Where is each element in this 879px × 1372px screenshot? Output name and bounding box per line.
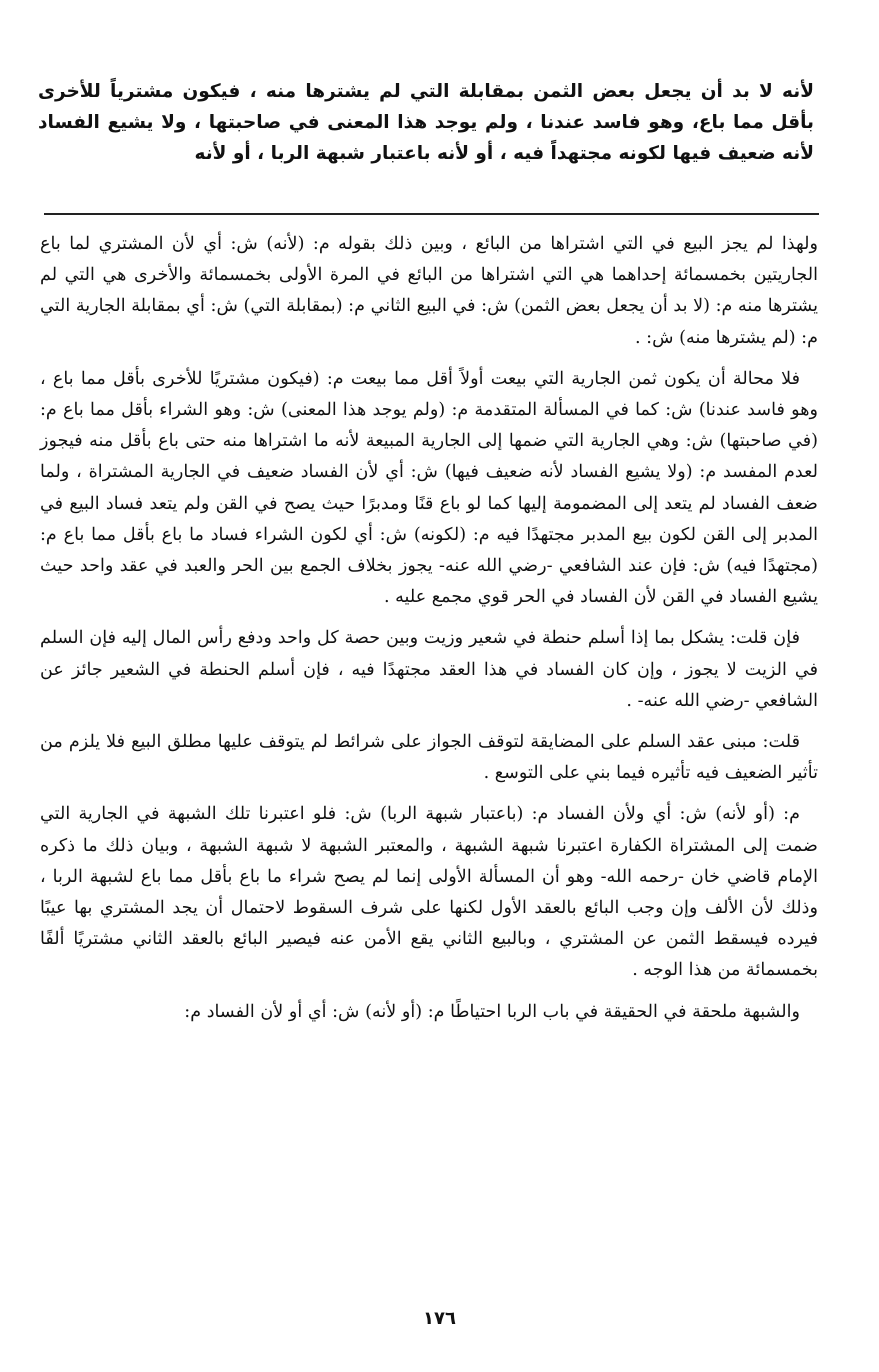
matn-text: لأنه لا بد أن يجعل بعض الثمن بمقابلة التي لم يشترها منه ، فيكون مشترياً للأخرى بأقل مما باع، وهو فاسد عندنا ، ولم يوجد هذا المعنى في صاحبتها ، ولا يشيع الفساد لأنه ضعيف فيها لكونه مجتهداً فيه ، أو لأنه باعتبار شبهة الربا ، أو لأنه (38, 81, 814, 164)
commentary-paragraph: قلت: مبنى عقد السلم على المضايقة لتوقف الجواز على شرائط لم يتوقف عليها مطلق البيع فلا يلزم من تأثير الضعيف فيه تأثيره فيما بني على التوسع . (40, 732, 818, 784)
commentary-paragraph: والشبهة ملحقة في الحقيقة في باب الربا احتياطًا م: (أو لأنه) ش: أي أو لأن الفساد م: (184, 1001, 800, 1022)
separator-rule (44, 213, 819, 215)
commentary-paragraph: م: (أو لأنه) ش: أي ولأن الفساد م: (باعتبار شبهة الربا) ش: فلو اعتبرنا تلك الشبهة في الجارية التي ضمت إلى المشتراة الكفارة اعتبرنا شبهة الشبهة ، والمعتبر الشبهة لا شبهة الشبهة ، وبيان ذلك ما ذكره الإمام قاضي خان -رحمه الله- وهو أن المسألة الأولى إنما لم يصح شراء ما باع بأقل مما باع لشبهة الربا ، وذلك لأن الألف وإن وجب البائع بالعقد الأول لكنها على شرف السقوط لاحتمال أن يجد المشتري بها عيبًا فيرده فيسقط الثمن عن المشتري ، وبالبيع الثاني يقع الأمن عنه فيصير البائع بالعقد الثاني مشتريًا ألفًا بخمسمائة من هذا الوجه . (40, 804, 818, 981)
page-number: ١٧٦ (423, 1308, 456, 1329)
commentary (40, 229, 818, 1038)
commentary-paragraph: فلا محالة أن يكون ثمن الجارية التي بيعت أولاً أقل مما بيعت م: (فيكون مشتريًا للأخرى بأقل مما باع ، وهو فاسد عندنا) ش: كما في المسألة المتقدمة م: (ولم يوجد هذا المعنى) ش: وهو الشراء بأقل مما باع م: (في صاحبتها) ش: وهي الجارية التي ضمها إلى الجارية المبيعة لأنه ما اشتراها منه حتى باع بأقل منه فيجوز لعدم المفسد م: (ولا يشيع الفساد لأنه ضعيف فيها) ش: أي لأن الفساد ضعيف في الجارية المشتراة ، ولما ضعف الفساد لم يتعد إلى المضمومة إليها كما لو باع قنًا ومدبرًا حيث يصح في القن ولم يتعد فساد البيع في المدبر إلى القن لكون بيع المدبر مجتهدًا فيه م: (لكونه) ش: أي لكون الشراء فساد ما باع بأقل مما باع م: (مجتهدًا فيه) ش: فإن عند الشافعي -رضي الله عنه- يجوز بخلاف الجمع بين الحر والعبد في عقد واحد حيث يشيع الفساد في القن لأن الفساد في الحر قوي مجمع عليه . (40, 368, 818, 608)
commentary-paragraph: ولهذا لم يجز البيع في التي اشتراها من البائع ، وبين ذلك بقوله م: (لأنه) ش: أي لأن المشتري لما باع الجاريتين بخمسمائة إحداهما هي التي اشتراها من البائع في المرة الأولى بخمسمائة والأخرى هي التي لم يشترها منه م: (لا بد أن يجعل بعض الثمن) ش: في البيع الثاني م: (بمقابلة التي) ش: أي بمقابلة الجارية التي م: (لم يشترها منه) ش: . (40, 234, 818, 348)
commentary-paragraph: فإن قلت: يشكل بما إذا أسلم حنطة في شعير وزيت وبين حصة كل واحد ودفع رأس المال إليه فإن السلم في الزيت لا يجوز ، وإن كان الفساد في هذا العقد مجتهدًا فيه ، فإن أسلم الحنطة في الشعير جائز عن الشافعي -رضي الله عنه- . (40, 628, 818, 711)
